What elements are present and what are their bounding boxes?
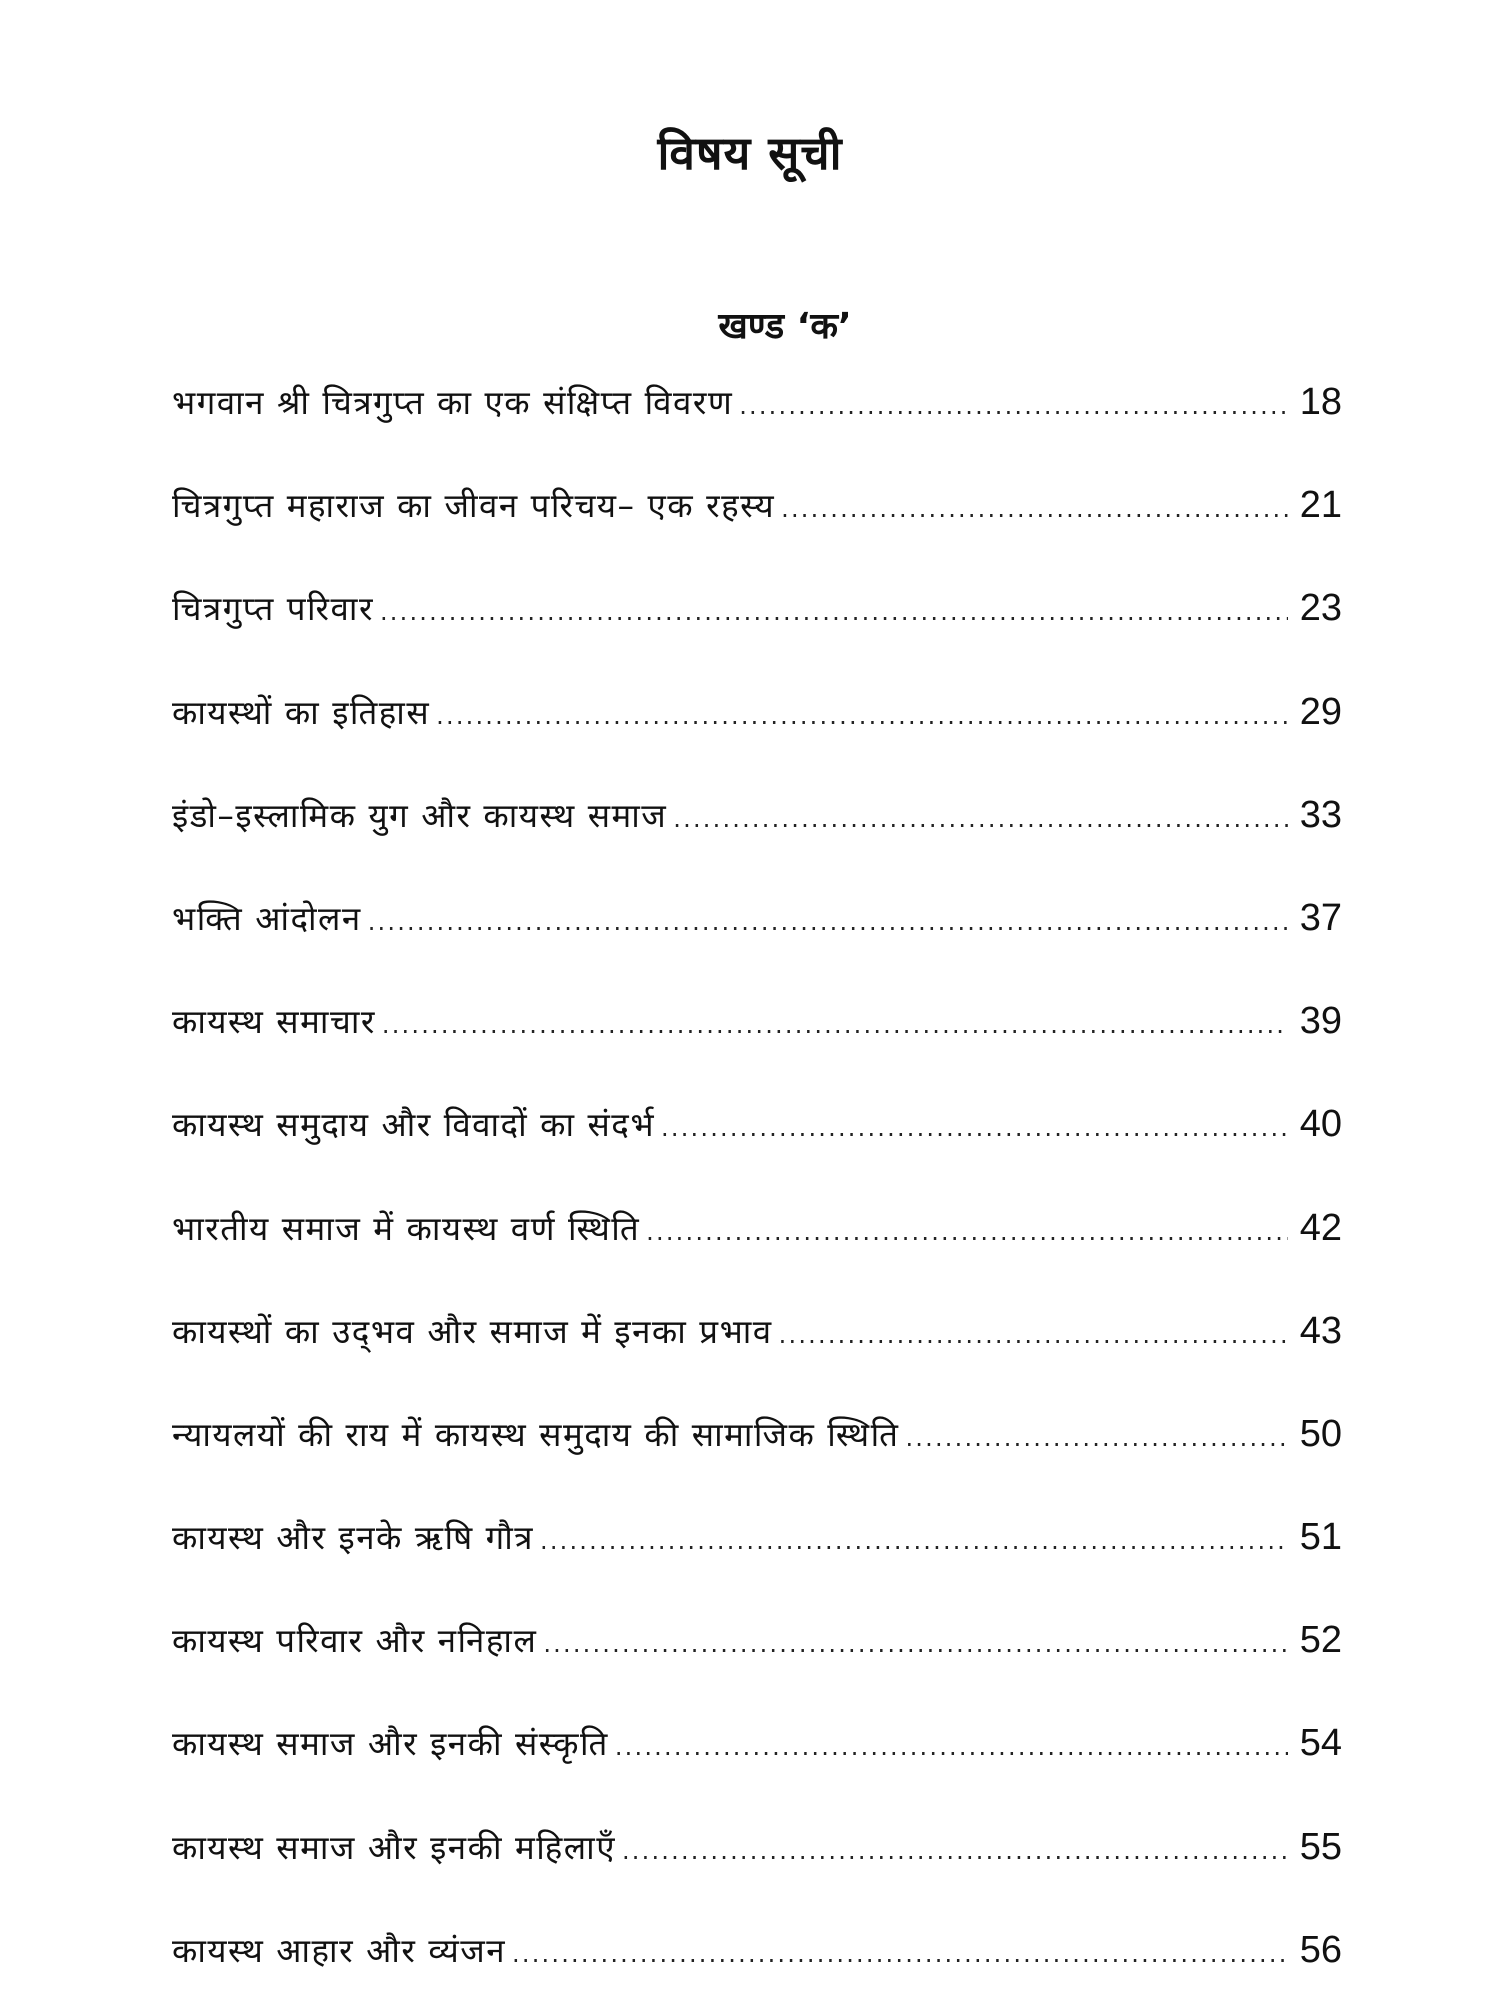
dot-leader bbox=[380, 572, 1288, 652]
toc-entry bbox=[172, 362, 1342, 465]
toc-entry-title: कायस्थ समाचार bbox=[172, 1002, 376, 1042]
toc-entry bbox=[172, 1497, 1342, 1600]
toc-entry-title: कायस्थ आहार और व्यंजन bbox=[172, 1930, 507, 1970]
dot-leader bbox=[543, 1604, 1288, 1684]
toc-entry-page: 33 bbox=[1299, 793, 1342, 836]
page-title: विषय सूची bbox=[657, 125, 843, 180]
toc-entry bbox=[172, 878, 1342, 981]
dot-leader bbox=[615, 1707, 1288, 1787]
toc-entry-title: कायस्थ समुदाय और विवादों का संदर्भ bbox=[172, 1105, 656, 1145]
toc-entry-page: 39 bbox=[1299, 1000, 1342, 1043]
toc-entry-page: 21 bbox=[1299, 484, 1342, 527]
toc-entry-page: 50 bbox=[1299, 1412, 1342, 1455]
toc-entry-page: 43 bbox=[1299, 1309, 1342, 1352]
toc-entry-page: 52 bbox=[1299, 1619, 1342, 1662]
toc-entry-title: कायस्थों का उद्‌भव और समाज में इनका प्रभाव bbox=[172, 1311, 773, 1351]
toc-entry-title: कायस्थों का इतिहास bbox=[172, 692, 431, 732]
toc-entry-title: भगवान श्री चित्रगुप्त का एक संक्षिप्त विवरण bbox=[172, 383, 734, 422]
toc-entry-page: 55 bbox=[1299, 1825, 1342, 1868]
toc-entry-title: न्यायलयों की राय में कायस्थ समुदाय की सामाजिक स्थिति bbox=[172, 1414, 900, 1454]
toc-entry-title: कायस्थ समाज और इनकी महिलाएँ bbox=[172, 1827, 616, 1867]
toc-entry bbox=[172, 1910, 1342, 2013]
toc-entry-page: 37 bbox=[1299, 896, 1342, 939]
dot-leader bbox=[436, 676, 1288, 756]
toc-entry bbox=[172, 775, 1342, 878]
toc-entry-page: 51 bbox=[1299, 1516, 1342, 1559]
toc-entry-title: कायस्थ परिवार और ननिहाल bbox=[172, 1621, 538, 1661]
dot-leader bbox=[368, 882, 1288, 962]
toc-entry bbox=[172, 1394, 1342, 1497]
toc-entry-title: भारतीय समाज में कायस्थ वर्ण स्थिति bbox=[172, 1208, 641, 1248]
toc-entry-page: 56 bbox=[1299, 1928, 1342, 1971]
toc-entry-page: 29 bbox=[1299, 690, 1342, 733]
table-of-contents bbox=[172, 362, 1342, 2013]
toc-entry bbox=[172, 568, 1342, 671]
toc-entry-page: 23 bbox=[1299, 587, 1342, 630]
toc-entry bbox=[172, 1703, 1342, 1806]
toc-entry-title: कायस्थ और इनके ऋषि गौत्र bbox=[172, 1518, 534, 1558]
toc-entry-page: 18 bbox=[1299, 381, 1342, 423]
dot-leader bbox=[779, 1295, 1288, 1375]
dot-leader bbox=[646, 1192, 1288, 1272]
dot-leader bbox=[382, 985, 1288, 1065]
dot-leader bbox=[673, 779, 1288, 859]
dot-leader bbox=[661, 1088, 1288, 1168]
toc-entry bbox=[172, 1807, 1342, 1910]
toc-entry-page: 54 bbox=[1299, 1722, 1342, 1765]
toc-entry bbox=[172, 465, 1342, 568]
toc-entry bbox=[172, 672, 1342, 775]
dot-leader bbox=[905, 1398, 1288, 1478]
toc-entry-title: चित्रगुप्त महाराज का जीवन परिचय– एक रहस्य bbox=[172, 486, 776, 526]
toc-entry bbox=[172, 1188, 1342, 1291]
dot-leader bbox=[540, 1501, 1288, 1581]
toc-entry-title: कायस्थ समाज और इनकी संस्कृति bbox=[172, 1724, 609, 1764]
toc-entry bbox=[172, 981, 1342, 1084]
toc-entry bbox=[172, 1291, 1342, 1394]
toc-entry-title: चित्रगुप्त परिवार bbox=[172, 589, 374, 629]
toc-entry-page: 42 bbox=[1299, 1206, 1342, 1249]
toc-entry-title: भक्ति आंदोलन bbox=[172, 898, 362, 938]
section-heading: खण्ड ‘क’ bbox=[718, 305, 852, 347]
toc-entry-title: इंडो–इस्लामिक युग और कायस्थ समाज bbox=[172, 795, 668, 835]
dot-leader bbox=[739, 366, 1288, 446]
dot-leader bbox=[781, 469, 1288, 549]
dot-leader bbox=[622, 1811, 1288, 1891]
toc-entry bbox=[172, 1084, 1342, 1187]
toc-entry bbox=[172, 1600, 1342, 1703]
dot-leader bbox=[512, 1914, 1288, 1994]
toc-entry-page: 40 bbox=[1299, 1103, 1342, 1146]
